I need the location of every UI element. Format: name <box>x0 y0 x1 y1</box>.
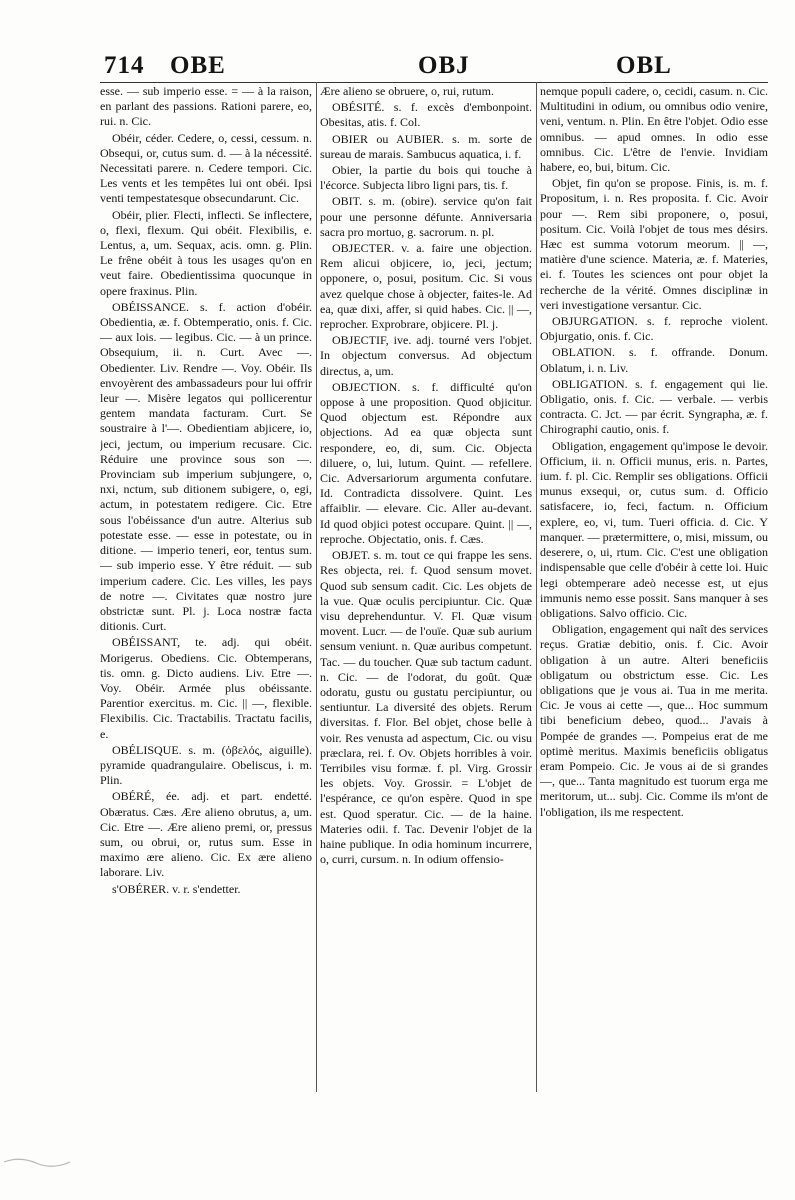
entry-paragraph: OBIER ou AUBIER. s. m. sorte de sureau de marais. Sambucus aquatica, i. f. <box>320 131 532 161</box>
entry-paragraph: esse. — sub imperio esse. = — à la raison, en parlant des passions. Rationi parere, eo, rui. n. Cic. <box>100 84 312 129</box>
entry-paragraph: OBÉISSANT, te. adj. qui obéit. Morigerus. Obediens. Cic. Obtemperans, tis. omn. g. Dicto audiens. Liv. Etre —. Voy. Obéir. Armée plus obéissante. Parentior exercitus. m. Cic. || —, flexible. Flexibilis. Cic. Tractabilis. Tractatu facilis, e. <box>100 635 312 741</box>
scan-smudge <box>0 1150 90 1175</box>
column-right <box>540 84 768 1094</box>
entry-paragraph: OBJET. s. m. tout ce qui frappe les sens. Res objecta, rei. f. Quod sensum movet. Quod sub sensum cadit. Cic. Les objets de la vue. Quæ oculis percipiuntur. Cic. Quæ visu deprehenduntur. V. Fl. Quæ visum movent. Lucr. — de l'ouïe. Quæ sub aurium sensum veniunt. n. Quæ auribus competunt. Tac. — du toucher. Quæ sub tactum cadunt. n. Cic. — de l'odorat, du goût. Quæ odoratu, gustu ou gustatu percipiuntur, ou sentiuntur. La diversité des objets. Rerum diversitas. f. Flor. Bel objet, chose belle à voir. Res venusta ad aspectum, Cic. ou visu præclara, rei. f. Ov. Objets horribles à voir. Terribiles visu formæ. f. pl. Virg. Grossir les objets. Voy. Grossir. = L'objet de l'espérance, ce qu'on espère. Quod in spe est. Quod speratur. Cic. — de la haine. Materies odii. f. Tac. Devenir l'objet de la haine publique. In odia hominum incurrere, o, curri, cursum. n. In odium offensio- <box>320 548 532 867</box>
entry-paragraph: Obligation, engagement qu'impose le devoir. Officium, ii. n. Officii munus, eris. n. Partes, ium. f. pl. Cic. Remplir ses obligations. Officii munus exsequi, or, cutus sum. d. Officio satisfacere, io, feci, factum. n. Officium explere, eo, vi, tum. Tueri officia. d. Cic. Y manquer. — prætermittere, o, misi, missum, ou deserere, o, ui, rtum. Cic. C'est une obligation indispensable que celle d'obéir à cette loi. Huic legi obtemperare adeò necesse est, ut ejus immunis nemo esse possit. Sans manquer à ses obligations. Salvo officio. Cic. <box>540 438 768 620</box>
entry-paragraph: Obier, la partie du bois qui touche à l'écorce. Subjecta libro ligni pars, tis. f. <box>320 163 532 193</box>
page-header <box>100 52 770 82</box>
entry-paragraph: Objet, fin qu'on se propose. Finis, is. m. f. Propositum, i. n. Res proposita. f. Cic. Avoir pour —. Rem sibi proponere, o, posui, positum. Cic. Voilà l'objet de tous mes désirs. Hæc est summa votorum meorum. || —, matière d'une science. Materia, æ. f. Materies, ei. f. Toutes les sciences ont pour objet la recherche de la vérité. Omnes disciplinæ in veri investigatione versantur. Cic. <box>540 176 768 312</box>
entry-paragraph: OBJECTER. v. a. faire une objection. Rem alicui objicere, io, jeci, jectum; opponere, o, posui, positum. Cic. Si vous avez quelque chose à objecter, faites-le. Ad ea, quæ dixi, affer, si quid habes. Cic. || —, reprocher. Exprobrare, objicere. Pl. j. <box>320 241 532 332</box>
entry-paragraph: Obéir, céder. Cedere, o, cessi, cessum. n. Obsequi, or, cutus sum. d. — à la nécessité. Necessitati parere. n. Cedere tempori. Cic. Les vents et les tempêtes lui ont obéi. Ipsi venti tempestatesque obsecundarunt. Cic. <box>100 130 312 206</box>
header-rule <box>100 82 768 83</box>
entry-paragraph: OBJECTIF, ive. adj. tourné vers l'objet. In objectum conversus. Ad objectum directus, a, um. <box>320 333 532 378</box>
page-number: 714 <box>104 52 145 79</box>
entry-paragraph: OBLATION. s. f. offrande. Donum. Oblatum, i. n. Liv. <box>540 345 768 375</box>
entry-paragraph: OBÉRÉ, ée. adj. et part. endetté. Obæratus. Cæs. Ære alieno obrutus, a, um. Cic. Etre —. Ære alieno premi, or, pressus sum, ou obrui, or, rutus sum. Esse in maximo ære alieno. Cic. Ex ære alieno laborare. Liv. <box>100 789 312 880</box>
entry-paragraph: OBJURGATION. s. f. reproche violent. Objurgatio, onis. f. Cic. <box>540 314 768 344</box>
entry-paragraph: OBIT. s. m. (obire). service qu'on fait pour une personne défunte. Anniversaria sacra pro mortuo, g. sacrorum. n. pl. <box>320 194 532 239</box>
entry-paragraph: Obligation, engagement qui naît des services reçus. Gratiæ debitio, onis. f. Cic. Avoir obligation à un autre. Alteri beneficiis obligatum ou obstrictum esse. Cic. Les obligations que je vous ai. Tua in me merita. Cic. Je vous ai cette —, que... Hoc summum tibi beneficium debeo, quod... J'avais à Pompée de grandes —. Pompeius erat de me optimè meritus. Maximis beneficiis obligatus eram Pompeio. Cic. Je vous ai de si grandes —, que... Tanta magnitudo est tuorum erga me meritorum, ut... subj. Cic. Comme ils m'ont de l'obligation, ils me respectent. <box>540 622 768 819</box>
right-guide-word: OBL <box>616 52 672 79</box>
column-divider <box>316 82 317 1092</box>
entry-paragraph: OBÉLISQUE. s. m. (ὀβελός, aiguille). pyramide quadrangulaire. Obeliscus, i. m. Plin. <box>100 742 312 788</box>
entry-paragraph: s'OBÉRER. v. r. s'endetter. <box>112 881 241 896</box>
entry-paragraph: Ære alieno se obruere, o, rui, rutum. <box>320 84 494 98</box>
entry-paragraph: OBÉSITÉ. s. f. excès d'embonpoint. Obesitas, atis. f. Col. <box>320 100 532 130</box>
center-guide-word: OBJ <box>418 52 470 79</box>
column-divider <box>536 82 537 1092</box>
entry-paragraph: OBÉISSANCE. s. f. action d'obéir. Obedientia, æ. f. Obtemperatio, onis. f. Cic. — aux lois. — legibus. Cic. — à un prince. Obsequium, ii. n. Curt. Avec —. Obedienter. Liv. Rendre —. Voy. Obéir. Ils envoyèrent des ambassadeurs pour lui offrir leur —. Misère legatos qui pollicerentur gentem mandata facturam. Curt. Se soustraire à l'—. Obedientiam abjicere, io, jeci, jectum, ou imperium recusare. Cic. Réduire une province sous son —. Provinciam sub imperium subjungere, o, nxi, nctum, sub ditionem subigere, o, egi, actum, in potestatem redigere. Cic. Etre sous l'obéissance d'un autre. Alterius sub potestate esse. — esse in potestate, ou in ditione. — imperio teneri, eor, tentus sum. — sub imperio esse. Y être réduit. — sub imperium cadere. Cic. Les villes, les pays de notre —. Civitates quæ nostro jure obstrictæ sunt. Pl. j. Loca nostræ facta ditionis. Curt. <box>100 299 312 634</box>
entry-paragraph: Obéir, plier. Flecti, inflecti. Se inflectere, o, flexi, flexum. Qui obéit. Flexibilis, e. Lentus, a, um. Sequax, acis. omn. g. Plin. Le frêne obéit à tous les usages qu'on en veut faire. Obedientissima quocunque in opere fraxinus. Plin. <box>100 207 312 298</box>
left-guide-word: OBE <box>170 52 226 79</box>
entry-paragraph: nemque populi cadere, o, cecidi, casum. n. Cic. Multitudini in odium, ou omnibus odio venire, veni, ventum. n. Plin. En être l'objet. Odio esse omnibus. — apud omnes. In odio esse omnibus. Cic. L'être de l'envie. Invidiam habere, eo, bui, bitum. Cic. <box>540 84 768 175</box>
entry-paragraph: OBLIGATION. s. f. engagement qui lie. Obligatio, onis. f. Cic. — verbale. — verbis contracta. C. Jct. — par écrit. Syngrapha, æ. f. Chirographi cautio, onis. f. <box>540 376 768 437</box>
column-middle <box>320 84 532 1094</box>
column-left <box>100 84 312 1094</box>
entry-paragraph: OBJECTION. s. f. difficulté qu'on oppose à une proposition. Quod objicitur. Quod objectum est. Répondre aux objections. Ad ea quæ objecta sunt respondere, eo, di, sum. Cic. Objecta diluere, o, lui, lutum. Quint. — refellere. Cic. Adversariorum argumenta confutare. Id. Contradicta dissolvere. Quint. Les affaiblir. — elevare. Cic. Aller au-devant. Id quod objici potest occupare. Quint. || —, reproche. Objectatio, onis. f. Cæs. <box>320 379 532 546</box>
